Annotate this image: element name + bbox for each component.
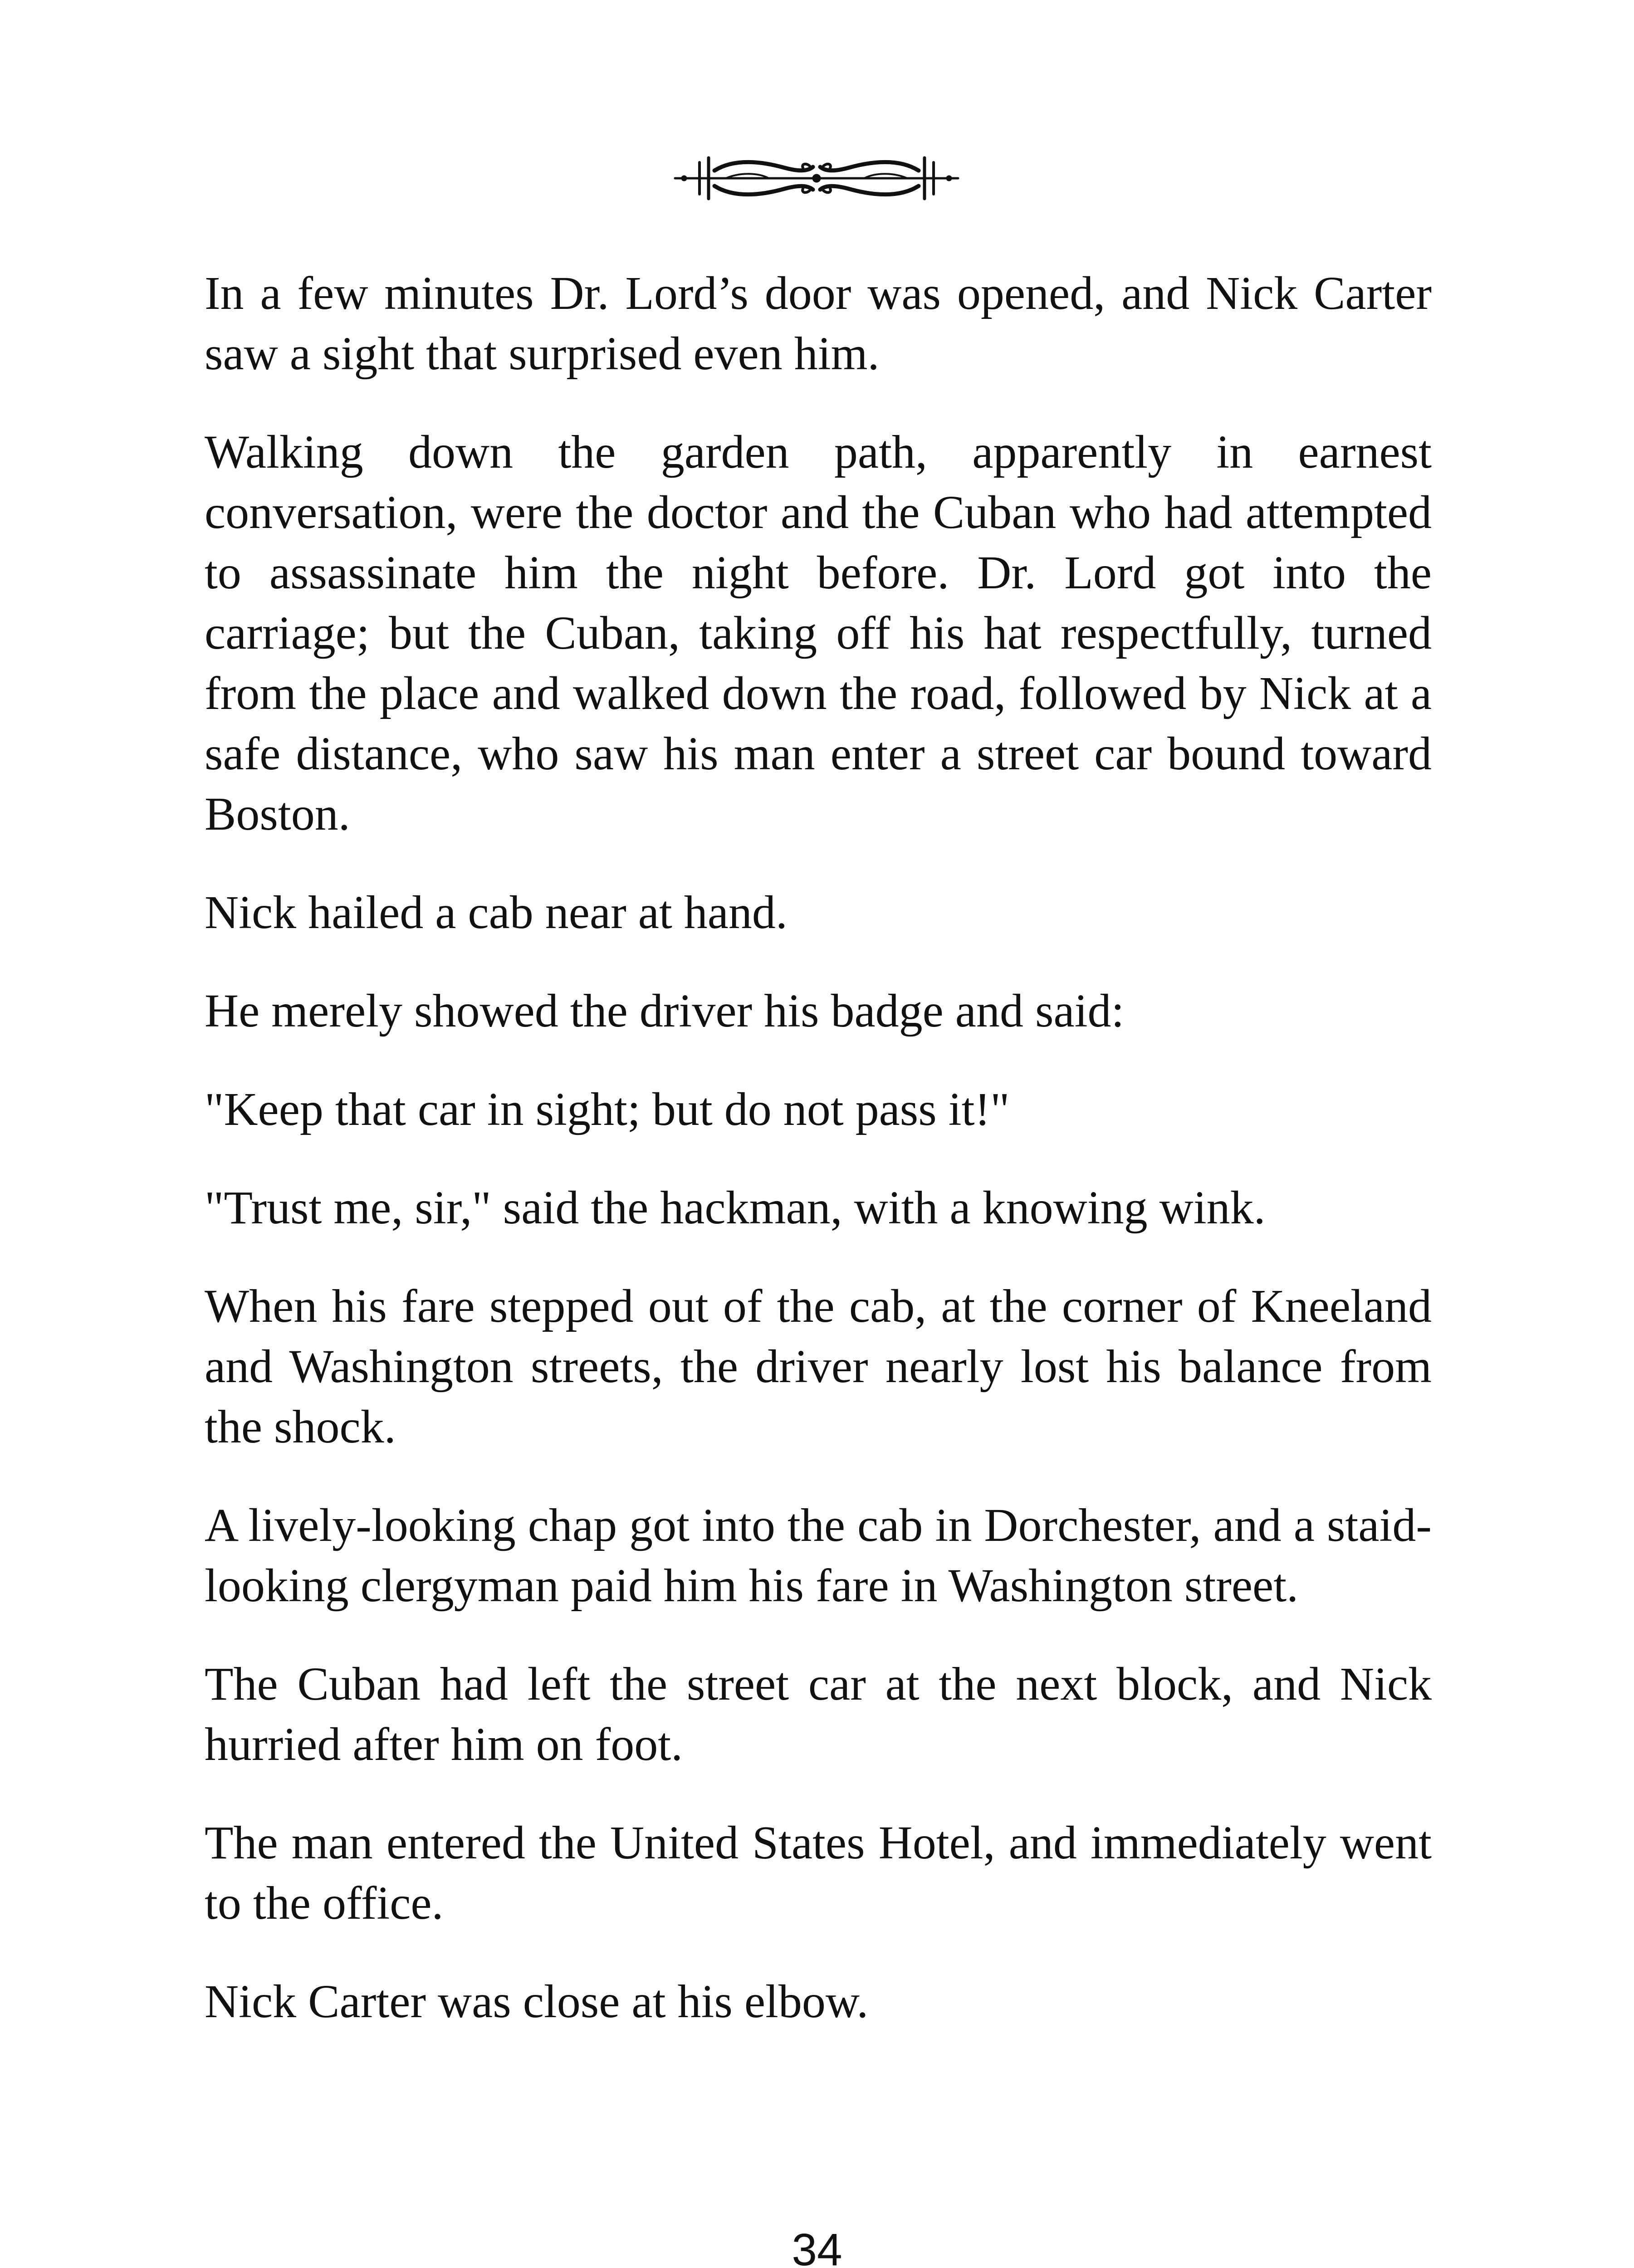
paragraph: Nick Carter was close at his elbow. [205,1975,869,2028]
scroll-ornament-icon [671,144,962,212]
paragraph: Nick hailed a cab near at hand. [205,886,788,938]
paragraph: The Cuban had left the street car at the next block, and Nick hurried after him on foot. [205,1658,1432,1770]
paragraph: Walking down the garden path, apparently in earnest conversation, were the doctor and the Cuban who had attempted to assassinate him the night before. Dr. Lord got into the carriage; but the Cuban, taking off his hat respectfully, turned from the place and walked down the road, followed by Nick at a safe distance, who saw his man enter a street car bound toward Boston. [205,426,1432,840]
story-text [205,263,1432,2070]
paragraph: When his fare stepped out of the cab, at the corner of Kneeland and Washington streets, the driver nearly lost his balance from the shock. [205,1280,1432,1453]
paragraph: He merely showed the driver his badge and said: [205,985,1125,1037]
paragraph: "Trust me, sir," said the hackman, with a knowing wink. [205,1182,1266,1234]
paragraph: "Keep that car in sight; but do not pass it!" [205,1083,1010,1135]
paragraph: In a few minutes Dr. Lord’s door was opened, and Nick Carter saw a sight that surprised even him. [205,267,1432,380]
page-number: 34 [792,2224,842,2268]
paragraph: The man entered the United States Hotel, and immediately went to the office. [205,1817,1432,1929]
paragraph: A lively-looking chap got into the cab in Dorchester, and a staid-looking clergyman paid him his fare in Washington street. [205,1499,1432,1612]
